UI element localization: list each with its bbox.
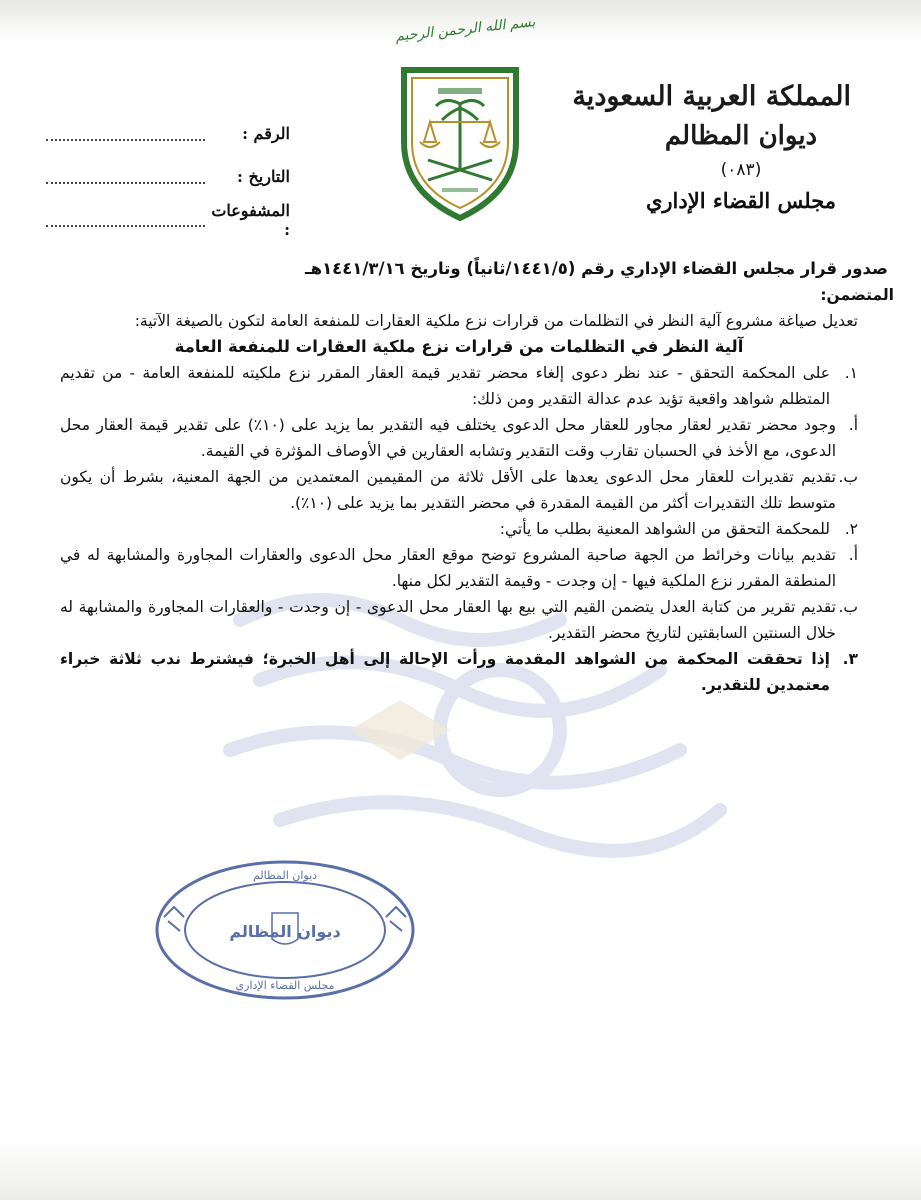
reference-number-line [46,127,205,141]
item-text: إذا تحققت المحكمة من الشواهد المقدمة ورأت الإحالة إلى أهل الخبرة؛ فيشترط ندب ثلاثة خبراء معتمدين للتقدير. [60,650,830,694]
mechanism-title: آلية النظر في التظلمات من قرارات نزع ملكية العقارات للمنفعة العامة [174,337,744,356]
sub-item-text: تقديم تقرير من كتابة العدل يتضمن القيم التي بيع بها العقار محل الدعوى - إن وجدت - والعقارات المجاورة والمشابهة له خلال السنتين السابقتين لتاريخ محضر التقدير. [60,598,836,642]
council-title: مجلس القضاء الإداري [645,188,837,213]
attachments-field[interactable] [40,198,290,241]
sub-list-item [60,594,858,646]
item-number: ١. [844,364,858,382]
page-shadow-bottom [0,1140,921,1200]
sub-item-letter: أ. [848,416,858,434]
date-line [46,170,205,184]
sub-list-item [60,464,858,516]
stamp-bottom-text: مجلس القضاء الإداري [235,979,335,992]
issuer-code: (٠٨٣) [720,160,762,180]
reference-number-label: الرقم : [242,124,290,143]
reference-number-field[interactable] [40,112,290,155]
basmala: بسم الله الرحمن الرحيم [394,14,537,45]
stamp-center-text: ديوان المظالم [229,922,341,941]
intro-paragraph: تعديل صياغة مشروع آلية النظر في التظلمات من قرارات نزع ملكية العقارات للمنفعة العامة لتكون بالصيغة الآتية: [134,312,858,330]
issuer-block [572,80,851,213]
attachments-line [46,213,205,227]
date-field[interactable] [40,155,290,198]
sub-item-letter: ب. [838,598,858,616]
attachments-label: المشفوعات : [211,200,290,239]
list-item [60,646,858,698]
sub-item-text: وجود محضر تقدير لعقار مجاور للعقار محل الدعوى يختلف فيه التقدير بما يزيد على (١٠٪) على تقدير قيمة العقار محل الدعوى، مع الأخذ في الحسبان تقارب وقت التقدير وتشابه العقارين في الأوصاف المؤثرة في القيمة. [60,416,836,460]
subject-label: المتضمن: [820,286,894,304]
stamp-top-text: ديوان المظالم [252,869,318,882]
reference-fields [40,112,290,241]
sub-list-item [60,412,858,464]
emblem-logo [398,62,522,222]
document-body [60,256,894,698]
list-item [60,360,858,412]
sub-item-text: تقديم بيانات وخرائط من الجهة صاحبة المشروع توضح موقع العقار محل الدعوى والعقارات المجاورة والمشابهة له في المنطقة المقرر نزع الملكية فيها - إن وجدت - وقيمة التقدير لكل منها. [60,546,836,590]
decision-headline: صدور قرار مجلس القضاء الإداري رقم (١٤٤١/٥/ثانياً) وتاريخ ١٤٤١/٣/١٦هـ [304,259,888,278]
diwan-title: ديوان المظالم [664,121,818,151]
item-number: ٢. [844,520,858,538]
date-label: التاريخ : [236,167,290,186]
sub-item-text: تقديم تقديرات للعقار محل الدعوى يعدها على الأقل ثلاثة من المقيمين المعتمدين من الجهة المعنية، بشرط أن يكون متوسط تلك التقديرات أكثر من القيمة المقدرة في محضر التقدير بما يزيد على (١٠٪). [60,468,836,512]
sub-item-letter: ب. [838,468,858,486]
sub-list-item [60,542,858,594]
list-item [60,516,858,542]
item-number: ٣. [842,650,858,668]
item-text: على المحكمة التحقق - عند نظر دعوى إلغاء محضر تقدير قيمة العقار المقرر نزع ملكيته للمنفعة العامة - من تقديم المتظلم شواهد واقعية تؤيد عدم عدالة التقدير ومن ذلك: [60,364,830,408]
item-text: للمحكمة التحقق من الشواهد المعنية بطلب ما يأتي: [499,520,830,538]
sub-item-letter: أ. [848,546,858,564]
kingdom-title: المملكة العربية السعودية [572,81,851,112]
official-stamp [150,855,420,1005]
